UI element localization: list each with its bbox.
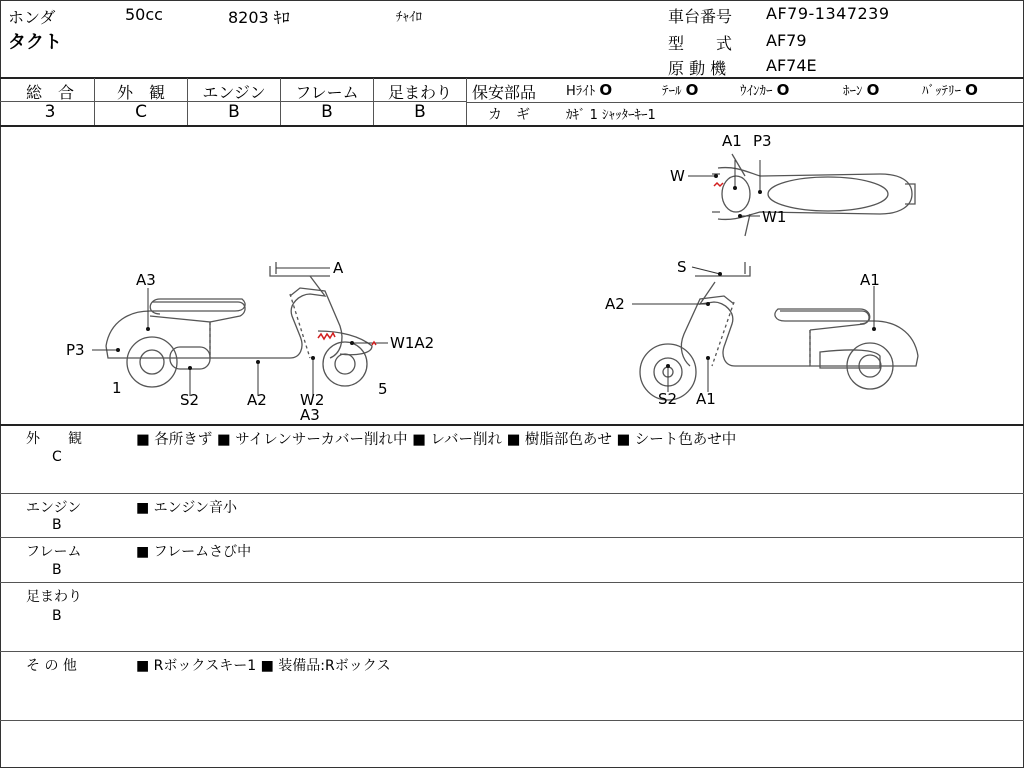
label-top-w: W [670, 167, 685, 185]
label-left-a: A [333, 259, 344, 277]
grade-label-suspension: 足まわり [387, 83, 452, 102]
cond-grade-suspension: B [52, 608, 62, 624]
cond-text-engine: ■ エンジン音小 [136, 500, 237, 516]
grade-label-frame: フレーム [295, 83, 359, 102]
label-left-a2: A2 [247, 391, 267, 409]
label-right-a1: A1 [860, 271, 880, 289]
safety-item-tail: ﾃｰﾙ O [662, 81, 699, 99]
cond-label-frame: フレーム [26, 544, 82, 560]
model-name: タクト [8, 32, 62, 53]
label-top-w1: W1 [762, 208, 787, 226]
engine-value: AF74E [766, 56, 817, 75]
key-value: ｶｷﾞ 1 ｼｬｯﾀｰｷｰ1 [566, 108, 656, 123]
divider [0, 77, 1024, 79]
safety-label: 保安部品 [472, 83, 537, 102]
divider [0, 651, 1024, 652]
label-right-a2: A2 [605, 295, 625, 313]
safety-item-winker: ｳｲﾝｶｰ O [740, 81, 790, 99]
divider [0, 720, 1024, 721]
cond-label-suspension: 足まわり [26, 589, 82, 605]
divider [0, 582, 1024, 583]
label-left-5: 5 [378, 380, 388, 398]
cond-grade-engine: B [52, 517, 62, 533]
grade-label-exterior: 外 観 [116, 83, 165, 102]
label-top-p3: P3 [753, 132, 772, 150]
label-right-s: S [677, 258, 687, 276]
label-left-s2: S2 [180, 391, 200, 409]
cond-label-engine: エンジン [26, 500, 82, 516]
chassis-label: 車台番号 [668, 7, 733, 26]
label-top-a1: A1 [722, 132, 742, 150]
chassis-value: AF79-1347239 [766, 4, 890, 23]
cond-text-exterior: ■ 各所きず ■ サイレンサーカバー削れ中 ■ レバー削れ ■ 樹脂部色あせ ■ シート色あせ中 [136, 432, 737, 448]
maker: ホンダ [8, 8, 56, 27]
cond-text-frame: ■ フレームさび中 [136, 544, 252, 560]
label-left-w1a2: W1A2 [390, 334, 435, 352]
divider [467, 102, 1024, 103]
cond-label-exterior: 外 観 [26, 431, 82, 447]
cond-grade-exterior: C [52, 449, 62, 465]
grade-label-engine: エンジン [202, 83, 266, 102]
safety-item-battery: ﾊﾞｯﾃﾘｰ O [922, 81, 978, 99]
label-left-p3: P3 [66, 341, 85, 359]
label-right-s2: S2 [658, 390, 678, 408]
type-label: 型 式 [668, 34, 733, 53]
grade-value-engine: B [228, 102, 240, 122]
cond-grade-frame: B [52, 562, 62, 578]
grade-value-exterior: C [135, 102, 147, 122]
damage-mark [714, 183, 723, 186]
divider [466, 78, 467, 125]
cond-label-other: そ の 他 [26, 658, 77, 674]
scooter-top-view [712, 154, 915, 236]
damage-mark [318, 333, 335, 339]
grade-value-suspension: B [414, 102, 426, 122]
displacement: 50cc [125, 5, 163, 24]
safety-item-horn: ﾎｰﾝ O [843, 81, 880, 99]
label-right-a1b: A1 [696, 390, 716, 408]
divider [0, 424, 1024, 426]
type-value: AF79 [766, 31, 807, 50]
label-left-w2: W2 [300, 391, 325, 409]
body-color: ﾁｬｲﾛ [396, 10, 422, 25]
grade-value-overall: 3 [44, 102, 56, 122]
label-left-1: 1 [112, 379, 122, 397]
key-label: カ ギ [488, 107, 530, 123]
grade-label-overall: 総 合 [25, 83, 74, 102]
cond-text-other: ■ Rボックスキー1 ■ 装備品:Rボックス [136, 658, 391, 674]
engine-label: 原 動 機 [668, 59, 727, 78]
label-left-a3b: A3 [300, 406, 320, 424]
safety-item-headlight: Hﾗｲﾄ O [566, 81, 613, 99]
label-left-a3: A3 [136, 271, 156, 289]
divider [0, 537, 1024, 538]
damage-diagram [0, 126, 1024, 426]
grade-value-frame: B [321, 102, 333, 122]
mileage: 8203 ｷﾛ [228, 8, 290, 27]
divider [0, 493, 1024, 494]
